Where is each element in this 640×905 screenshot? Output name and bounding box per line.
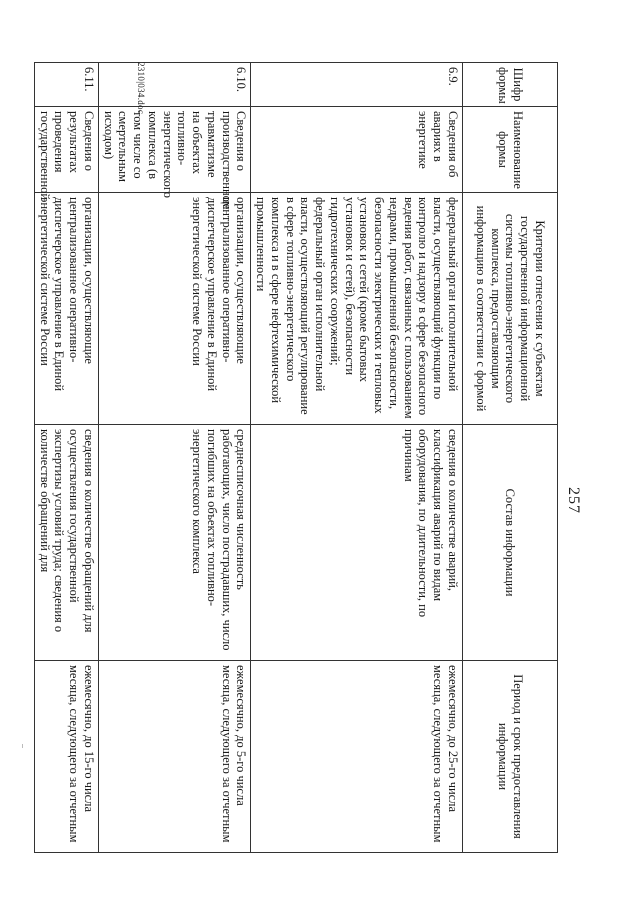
forms-table (34, 62, 558, 853)
cell-criteria: федеральный орган исполнительной власти, осуществляющий функции по контролю и надзору в сфере безопасного ведения работ, связанных с пользованием недрами, промышленной безопасности, безопасности электрических и тепловых установок и сетей (кроме бытовых установок и сетей), безопасности гидротехнических сооружений; федеральный орган исполнительной власти, осуществляющий регулирование в сфере топливно-энергетического комплекса и в сфере нефтехимической промышленности (251, 193, 463, 425)
cell-code: 6.11. (35, 63, 99, 107)
header-code: Шифр формы (463, 63, 558, 107)
cell-code: 6.10. (99, 63, 252, 107)
footer-doc-code: 2310|034.doc (136, 62, 146, 115)
cell-period: ежемесячно, до 5-го числа месяца, следующего за отчетным (99, 661, 252, 853)
table-header-row (463, 63, 558, 853)
header-criteria: Критерии отнесения к субъектам государственной информационной системы топливно-энергетического комплекса, предоставляющим информацию в соответствии с формой (463, 193, 558, 425)
cell-period: ежемесячно, до 15-го числа месяца, следующего за отчетным (35, 661, 99, 853)
cell-criteria: организации, осуществляющие централизованное оперативно-диспетчерское управление в Единой энергетической системе России (99, 193, 252, 425)
header-name: Наименование формы (463, 107, 558, 193)
cell-name: Сведения о производственном травматизме на объектах топливно-энергетического комплекса (в том числе со смертельным исходом) (99, 107, 252, 193)
cell-composition: среднесписочная численность работающих, число пострадавших, число погибших на объектах топливно-энергетического комплекса (99, 425, 252, 661)
cell-criteria: организации, осуществляющие централизованное оперативно-диспетчерское управление в Единой энергетической системе России (35, 193, 99, 425)
scan-speck (22, 744, 23, 748)
cell-composition: сведения о количестве аварий, классификация аварий по видам оборудования, по длительности, по причинам (251, 425, 463, 661)
cell-period: ежемесячно, до 25-го числа месяца, следующего за отчетным (251, 661, 463, 853)
cell-name: Сведения об авариях в энергетике (251, 107, 463, 193)
cell-composition: сведения о количестве обращений для осуществления государственной экспертизы условий труда; сведения о количестве обращений для (35, 425, 99, 661)
table-row (99, 63, 252, 853)
cell-code: 6.9. (251, 63, 463, 107)
rotated-page-content (37, 62, 582, 852)
table-row (35, 63, 99, 853)
header-composition: Состав информации (463, 425, 558, 661)
page-number: 257 (565, 487, 582, 514)
header-period: Период и срок предоставления информации (463, 661, 558, 853)
cell-name: Сведения о результатах проведения государственной (35, 107, 99, 193)
table-row (251, 63, 463, 853)
